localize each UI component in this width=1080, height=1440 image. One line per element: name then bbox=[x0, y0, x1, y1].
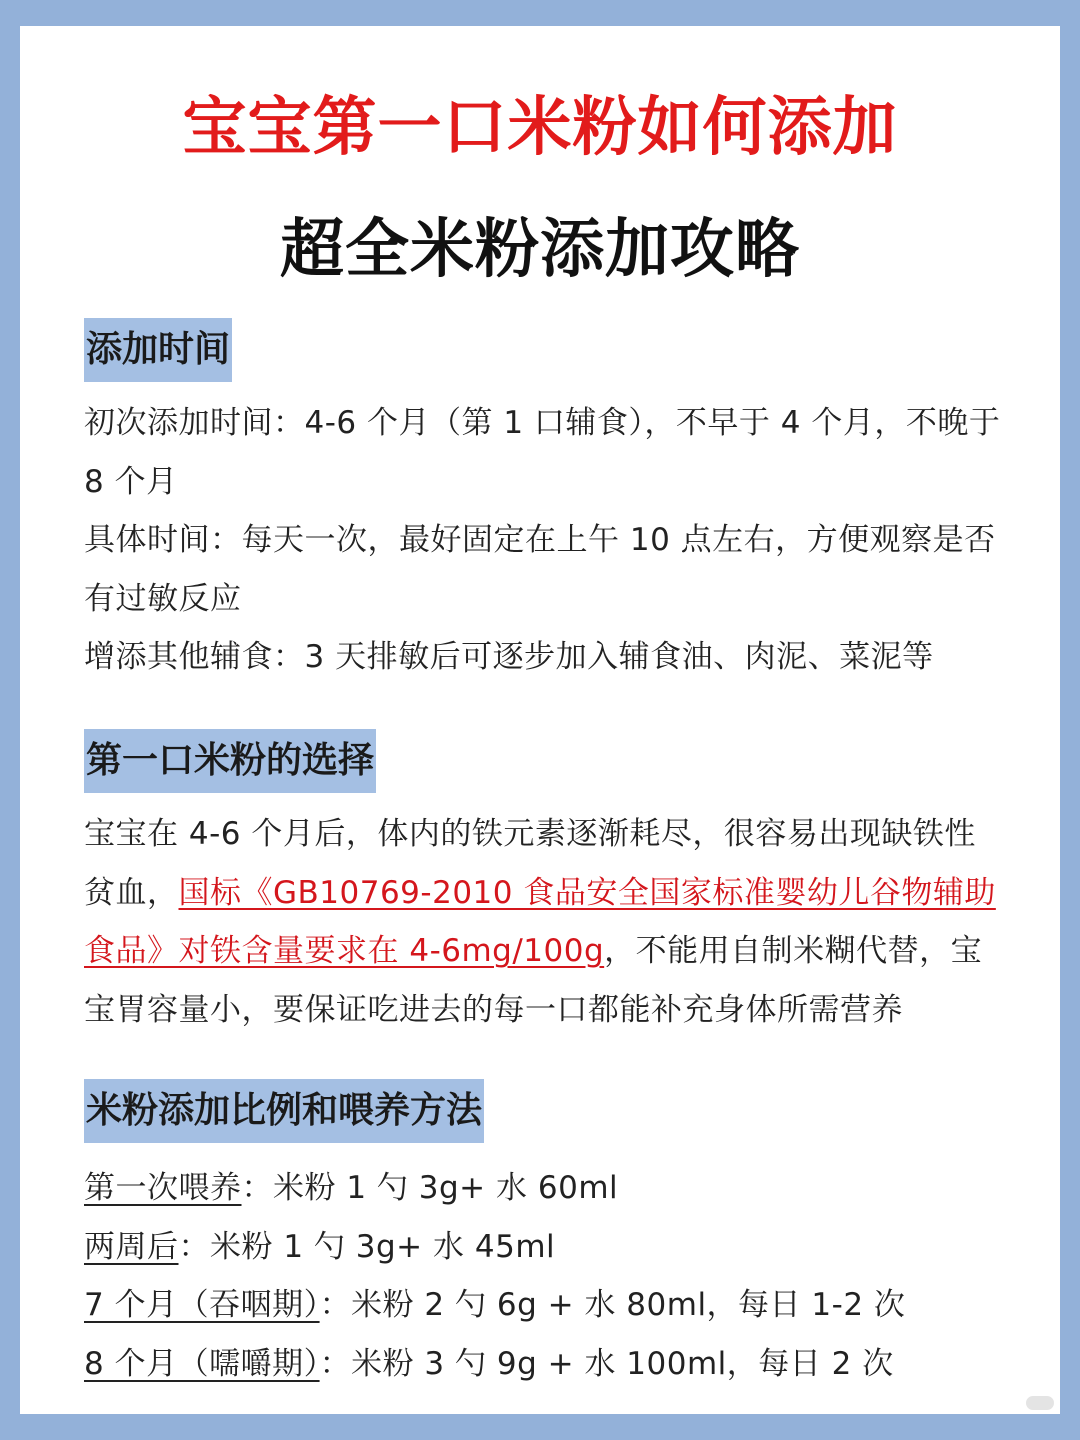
ratio-item-text: ：米粉 1 勺 3g+ 水 60ml bbox=[241, 1170, 619, 1206]
choice-paragraph bbox=[84, 805, 1004, 1039]
ratio-item bbox=[84, 1335, 1004, 1394]
section-ratio-body bbox=[84, 1159, 1004, 1393]
timing-initial-text: 4-6 个月（第 1 口辅食），不早于 4 个月，不晚于 8 个月 bbox=[84, 405, 1001, 500]
ratio-item bbox=[84, 1276, 1004, 1335]
ratio-item-label: 两周后 bbox=[84, 1228, 179, 1265]
timing-specific bbox=[84, 511, 1004, 628]
timing-specific-text: 每天一次，最好固定在上午 10 点左右，方便观察是否有过敏反应 bbox=[84, 522, 996, 617]
timing-other-foods bbox=[84, 628, 1004, 687]
section-heading-timing: 添加时间 bbox=[84, 318, 232, 382]
ratio-item-label: 7 个月（吞咽期） bbox=[84, 1287, 320, 1323]
timing-specific-label: 具体时间： bbox=[84, 522, 242, 558]
ratio-item-text: ：米粉 2 勺 6g + 水 80ml，每日 1-2 次 bbox=[319, 1287, 906, 1323]
timing-initial bbox=[84, 394, 1004, 511]
main-title: 宝宝第一口米粉如何添加 bbox=[182, 91, 898, 165]
section-choice-body bbox=[84, 805, 1004, 1039]
content-card bbox=[20, 26, 1060, 1414]
watermark-badge bbox=[1026, 1396, 1054, 1410]
section-timing-body bbox=[84, 394, 1004, 687]
timing-initial-label: 初次添加时间： bbox=[84, 405, 305, 441]
national-standard-link[interactable]: 国标《GB10769-2010 食品安全国家标准婴幼儿谷物辅助食品》对铁含量要求在 4-6mg/100g bbox=[84, 874, 996, 969]
ratio-item-label: 8 个月（嚅嚼期） bbox=[84, 1345, 320, 1382]
choice-text-before: 宝宝在 4-6 个月后，体内的铁元素逐渐耗尽，很容易出现缺铁性贫血， bbox=[84, 816, 976, 911]
sub-title: 超全米粉添加攻略 bbox=[280, 213, 800, 287]
section-heading-ratio: 米粉添加比例和喂养方法 bbox=[84, 1079, 484, 1143]
ratio-item-text: ：米粉 1 勺 3g+ 水 45ml bbox=[178, 1228, 556, 1265]
choice-text-after: ，不能用自制米糊代替，宝宝胃容量小，要保证吃进去的每一口都能补充身体所需营养 bbox=[84, 933, 983, 1028]
ratio-item bbox=[84, 1218, 1004, 1277]
timing-other-text: 3 天排敏后可逐步加入辅食油、肉泥、菜泥等 bbox=[304, 639, 934, 675]
timing-other-label: 增添其他辅食： bbox=[84, 639, 305, 675]
section-heading-choice: 第一口米粉的选择 bbox=[84, 729, 376, 793]
ratio-item bbox=[84, 1159, 1004, 1218]
ratio-item-text: ：米粉 3 勺 9g + 水 100ml，每日 2 次 bbox=[319, 1345, 894, 1382]
ratio-item-label: 第一次喂养 bbox=[84, 1170, 242, 1206]
